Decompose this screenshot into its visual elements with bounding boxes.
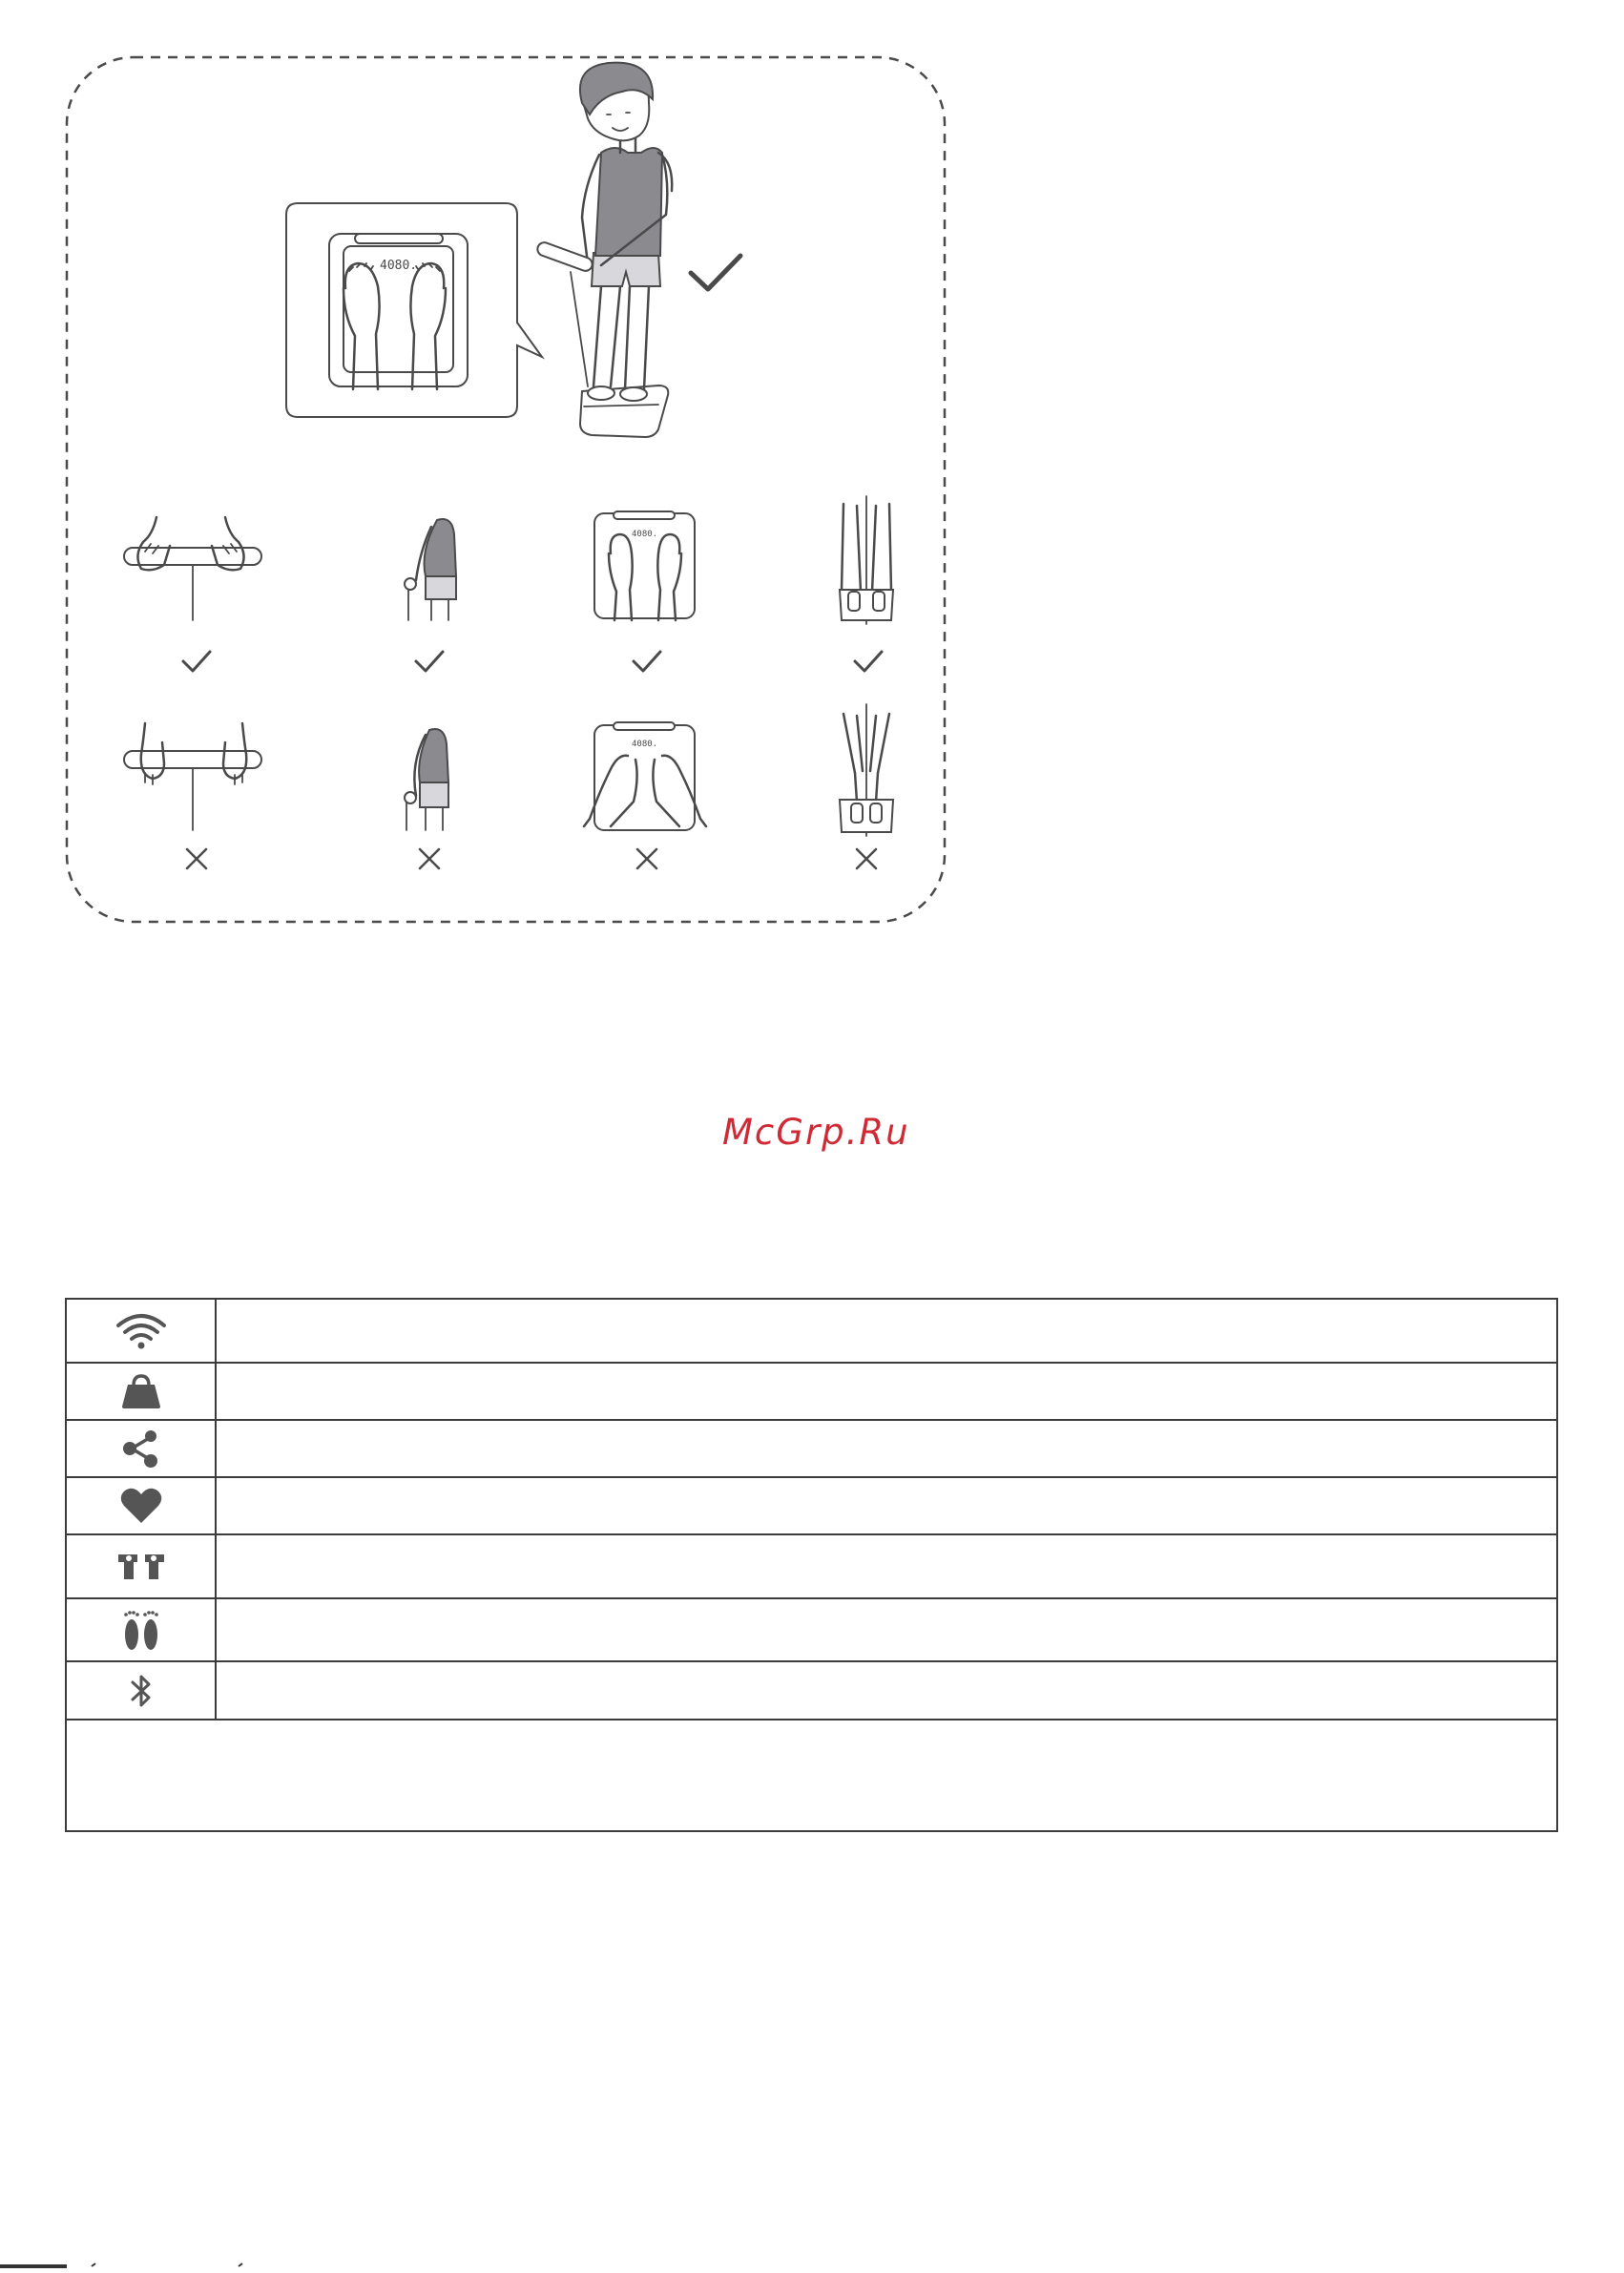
table-row <box>67 1478 1556 1535</box>
correct-arm-position-thumbnail <box>405 519 456 620</box>
scale-display-reading: 4080. <box>380 259 418 273</box>
correct-feet-placement-thumbnail <box>594 511 695 620</box>
check-icon <box>634 652 660 671</box>
row-description <box>217 1478 1556 1533</box>
icon-cell <box>67 1535 217 1597</box>
cross-icon <box>637 849 656 868</box>
body-composition-icon <box>116 1551 166 1583</box>
row-description <box>217 1599 1556 1660</box>
icon-cell <box>67 1599 217 1660</box>
icon-cell <box>67 1421 217 1476</box>
check-icon-large <box>691 256 740 289</box>
table-row <box>67 1535 1556 1599</box>
icon-cell <box>67 1662 217 1719</box>
incorrect-stance-thumbnail <box>840 704 893 836</box>
scale-display-reading-small: 4080. <box>632 530 658 539</box>
share-icon <box>120 1428 162 1470</box>
row-description <box>217 1535 1556 1597</box>
incorrect-arm-position-thumbnail <box>405 729 448 830</box>
footprints-icon <box>118 1606 164 1654</box>
row-description <box>217 1662 1556 1719</box>
table-row <box>67 1300 1556 1364</box>
dashed-frame <box>67 57 945 922</box>
wifi-icon <box>115 1312 168 1350</box>
incorrect-cross-marks <box>187 849 876 868</box>
check-icon <box>183 652 210 671</box>
icon-legend-table <box>65 1298 1558 1832</box>
row-description <box>217 1300 1556 1362</box>
standing-woman-figure <box>535 63 672 437</box>
table-row <box>67 1599 1556 1662</box>
check-icon <box>416 652 443 671</box>
page-footer-mark <box>0 2257 1624 2273</box>
table-note <box>67 1720 1556 1830</box>
cross-icon <box>187 849 206 868</box>
table-row <box>67 1364 1556 1421</box>
scale-display-reading-small: 4080. <box>632 740 658 749</box>
correct-stance-thumbnail <box>840 496 893 624</box>
row-description <box>217 1421 1556 1476</box>
weight-bag-icon <box>119 1372 163 1410</box>
measurement-posture-illustration <box>0 0 1624 954</box>
incorrect-grip-thumbnail <box>124 723 261 830</box>
icon-cell <box>67 1478 217 1533</box>
table-row <box>67 1662 1556 1720</box>
row-description <box>217 1364 1556 1419</box>
feet-on-scale-callout <box>286 203 542 417</box>
watermark-text: McGrp.Ru <box>722 1112 910 1153</box>
table-note-row <box>67 1720 1556 1830</box>
check-icon <box>855 652 882 671</box>
correct-check-marks <box>183 652 882 671</box>
table-row <box>67 1421 1556 1478</box>
heart-icon <box>119 1487 163 1525</box>
incorrect-feet-placement-thumbnail <box>584 722 706 830</box>
cross-icon <box>420 849 439 868</box>
cross-icon <box>857 849 876 868</box>
icon-cell <box>67 1364 217 1419</box>
icon-cell <box>67 1300 217 1362</box>
correct-grip-thumbnail <box>124 517 261 620</box>
bluetooth-icon <box>128 1671 155 1711</box>
